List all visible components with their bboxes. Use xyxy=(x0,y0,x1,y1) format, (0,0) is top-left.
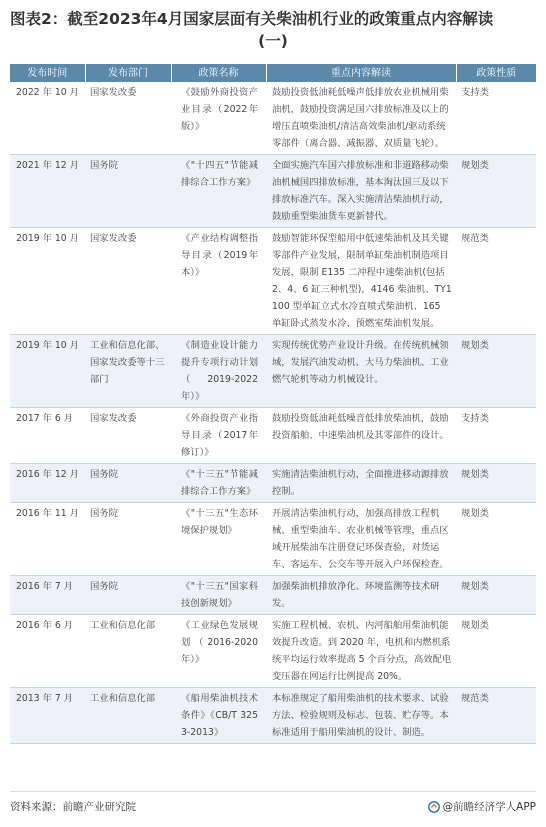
brand-mark xyxy=(428,799,536,814)
table-row xyxy=(10,228,536,335)
cell-date: 2021 年 12 月 xyxy=(10,155,85,228)
cell-date: 2022 年 10 月 xyxy=(10,82,85,155)
cell-content: 鼓励智能环保型船用中低速柴油机及其关键零部件产业发展，限制单缸柴油机制造项目发展，限制 E135 二冲程中速柴油机(包括 2、4、6 缸三种机型)，4146 柴油机、TY1100 型单缸立式水冷直喷式柴油机、165 单缸卧式蒸发水冷、预燃室柴油机发展。 xyxy=(266,228,456,335)
cell-date: 2016 年 12 月 xyxy=(10,464,85,503)
cell-policy-name: 《产业结构调整指导目录（2019年本）》 xyxy=(171,228,266,335)
table-row xyxy=(10,82,536,155)
title-line-1: 图表2：截至2023年4月国家层面有关柴油机行业的政策重点内容解读 xyxy=(10,10,494,28)
cell-dept: 国务院 xyxy=(85,464,171,503)
cell-dept: 国务院 xyxy=(85,576,171,615)
table-row xyxy=(10,615,536,688)
cell-policy-name: 《"十三五"生态环境保护规划》 xyxy=(171,503,266,576)
cell-content: 鼓励投资低油耗低噪音低排放柴油机，鼓励投资船舶、中速柴油机及其零部件的设计。 xyxy=(266,408,456,464)
table-header-row xyxy=(10,64,536,82)
cell-policy-name: 《船用柴油机技术条件》《CB/T 3253-2013》 xyxy=(171,688,266,744)
table-row xyxy=(10,688,536,744)
cell-content: 实现传统优势产业设计升级。在传统机械领域，发展汽油发动机、大马力柴油机、工业燃气轮机等动力机械设计。 xyxy=(266,335,456,408)
cell-type: 支持类 xyxy=(456,408,536,464)
cell-policy-name: 《"十四五"节能减排综合工作方案》 xyxy=(171,155,266,228)
title-line-2: (一) xyxy=(258,32,288,50)
cell-date: 2019 年 10 月 xyxy=(10,228,85,335)
cell-content: 加强柴油机排放净化、环境监测等技术研发。 xyxy=(266,576,456,615)
footer xyxy=(0,797,546,821)
header-name: 政策名称 xyxy=(171,64,266,82)
cell-content: 鼓励投资低油耗低噪声低排放农业机械用柴油机，鼓励投资满足国六排放标准及以上的增压直喷柴油机/清洁高效柴油机/驱动系统零部件（离合器、减振器、双质量飞轮）。 xyxy=(266,82,456,155)
cell-policy-name: 《"十三五"节能减排综合工作方案》 xyxy=(171,464,266,503)
brand-logo-icon xyxy=(428,801,440,813)
header-dept: 发布部门 xyxy=(85,64,171,82)
chart-title xyxy=(10,8,536,52)
cell-content: 全面实施汽车国六排放标准和非道路移动柴油机械国四排放标准，基本淘汰国三及以下排放标准汽车。深入实施清洁柴油机行动，鼓励重型柴油货车更新替代。 xyxy=(266,155,456,228)
cell-date: 2016 年 7 月 xyxy=(10,576,85,615)
table-row xyxy=(10,335,536,408)
table-row xyxy=(10,408,536,464)
cell-dept: 国家发改委 xyxy=(85,408,171,464)
cell-dept: 国务院 xyxy=(85,155,171,228)
cell-dept: 工业和信息化部、国家发改委等十三部门 xyxy=(85,335,171,408)
cell-policy-name: 《制造业设计能力提升专项行动计划（2019-2022年）》 xyxy=(171,335,266,408)
cell-type: 规划类 xyxy=(456,503,536,576)
cell-dept: 工业和信息化部 xyxy=(85,688,171,744)
cell-date: 2016 年 6 月 xyxy=(10,615,85,688)
cell-date: 2017 年 6 月 xyxy=(10,408,85,464)
policy-table xyxy=(10,64,536,744)
cell-content: 实施工程机械、农机、内河船舶用柴油机能效提升改造。到 2020 年，电机和内燃机系统平均运行效率提高 5 个百分点，高效配电变压器在网运行比例提高 20%。 xyxy=(266,615,456,688)
cell-date: 2013 年 7 月 xyxy=(10,688,85,744)
cell-policy-name: 《鼓励外商投资产业目录（2022年版）》 xyxy=(171,82,266,155)
table-row xyxy=(10,155,536,228)
cell-type: 规划类 xyxy=(456,464,536,503)
cell-type: 支持类 xyxy=(456,82,536,155)
cell-type: 规范类 xyxy=(456,228,536,335)
cell-content: 本标准规定了船用柴油机的技术要求、试验方法、检验规则及标志、包装、贮存等。本标准适用于船用柴油机的设计、制造。 xyxy=(266,688,456,744)
cell-policy-name: 《工业绿色发展规划（2016-2020年）》 xyxy=(171,615,266,688)
cell-content: 实施清洁柴油机行动，全面推进移动源排放控制。 xyxy=(266,464,456,503)
cell-content: 开展清洁柴油机行动，加强高排放工程机械、重型柴油车、农业机械等管理，重点区域开展柴油车注册登记环保查验，对货运车、客运车、公交车等开展入户环保检查。 xyxy=(266,503,456,576)
cell-dept: 国家发改委 xyxy=(85,228,171,335)
table-row xyxy=(10,576,536,615)
cell-date: 2016 年 11 月 xyxy=(10,503,85,576)
cell-dept: 国家发改委 xyxy=(85,82,171,155)
table-row xyxy=(10,503,536,576)
source-note: 资料来源：前瞻产业研究院 xyxy=(10,801,136,813)
cell-dept: 国务院 xyxy=(85,503,171,576)
cell-dept: 工业和信息化部 xyxy=(85,615,171,688)
header-date: 发布时间 xyxy=(10,64,85,82)
cell-type: 规划类 xyxy=(456,615,536,688)
table-row xyxy=(10,464,536,503)
footer-divider xyxy=(10,791,536,792)
header-content: 重点内容解读 xyxy=(266,64,456,82)
cell-type: 规划类 xyxy=(456,576,536,615)
cell-date: 2019 年 10 月 xyxy=(10,335,85,408)
cell-type: 规划类 xyxy=(456,335,536,408)
brand-text: @前瞻经济学人APP xyxy=(442,801,536,813)
cell-type: 规范类 xyxy=(456,688,536,744)
cell-policy-name: 《外商投资产业指导目录（2017年修订）》 xyxy=(171,408,266,464)
cell-type: 规划类 xyxy=(456,155,536,228)
cell-policy-name: 《"十三五"国家科技创新规划》 xyxy=(171,576,266,615)
header-type: 政策性质 xyxy=(456,64,536,82)
